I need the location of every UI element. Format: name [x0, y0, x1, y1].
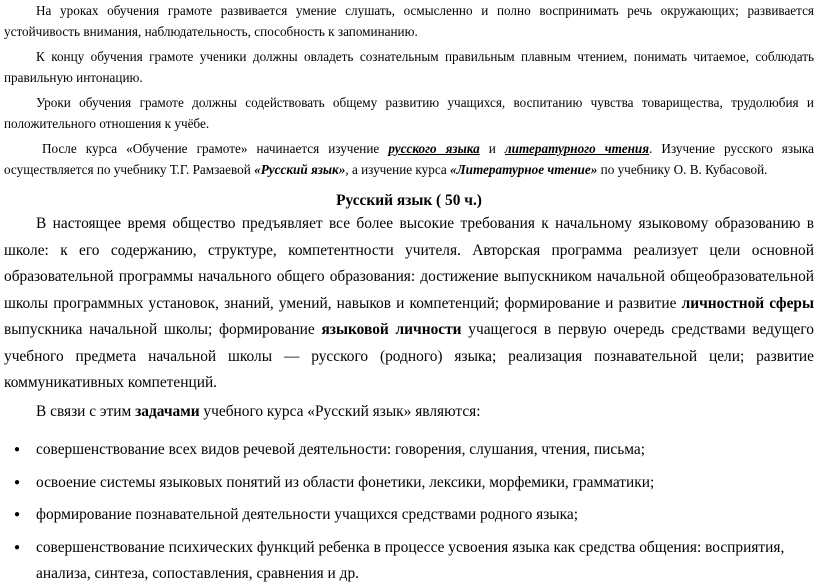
- paragraph-main: [4, 211, 814, 397]
- main-text-3: учащегося в первую очередь средствами ведущего учебного предмета начальной школы — русского (родного) языка; реализация познавательной цели; развитие коммуникативных компетенций.: [4, 321, 815, 391]
- list-item-text: формирование познавательной деятельности учащихся средствами родного языка;: [36, 506, 578, 523]
- list-item: [4, 502, 814, 529]
- tasks-list: [4, 437, 814, 588]
- paragraph-listening: На уроках обучения грамоте развивается умение слушать, осмысленно и полно воспринимать речь окружающих; развивается устойчивость внимания, наблюдательность, способность к запоминанию.: [4, 3, 814, 39]
- section-title: Русский язык ( 50 ч.): [336, 192, 482, 209]
- course-text-5: по учебнику О. В. Кубасовой.: [597, 162, 768, 177]
- paragraph-development: Уроки обучения грамоте должны содействовать общему развитию учащихся, воспитанию чувства товарищества, трудолюбия и положительного отношения к учёбе.: [4, 95, 814, 131]
- list-item-text: освоение системы языковых понятий из области фонетики, лексики, морфемики, грамматики;: [36, 473, 655, 491]
- paragraph-reading: К концу обучения грамоте ученики должны овладеть сознательным правильным плавным чтением, понимать читаемое, соблюдать правильную интонацию.: [4, 49, 814, 85]
- course-text-2: и: [479, 141, 505, 156]
- course-literary-reading: литературного чтения: [504, 141, 650, 156]
- main-personal-sphere: личностной сферы: [681, 294, 814, 312]
- main-text-2: выпускника начальной школы; формирование: [4, 321, 322, 338]
- course-russian-language: русского языка: [388, 141, 480, 156]
- list-item-text: совершенствование психических функций ребенка в процессе усвоения языка как средства общения: восприятия, анализа, синтеза, сопоставления, сравнения и др.: [36, 538, 785, 582]
- list-item: [4, 535, 814, 588]
- course-text-4: , а изучение курса: [345, 162, 450, 177]
- bullet-dot-icon: ●: [14, 476, 21, 488]
- tasks-text-1: В связи с этим: [36, 402, 136, 420]
- main-language-personality: языковой личности: [321, 321, 462, 338]
- course-text-1: После курса «Обучение грамоте» начинается изучение: [42, 141, 389, 156]
- bullet-dot-icon: ●: [14, 541, 21, 553]
- course-textbook-russian: «Русский язык»: [254, 162, 346, 177]
- bullet-dot-icon: ●: [14, 509, 21, 520]
- main-text-1: В настоящее время общество предъявляет все более высокие требования к начальному языковому образованию в школе: к его содержанию, структуре, компетентности учителя. Авторская программа реализует цели основной образовательной программы начального общего образования: достижение выпускником начальной общеобразовательной школы программных установок, знаний, умений, навыков и компетенций; формирование и развитие: [4, 215, 814, 312]
- list-item: [4, 437, 814, 464]
- paragraph-course: [4, 138, 814, 180]
- tasks-keyword: задачами: [135, 402, 200, 420]
- list-item-text: совершенствование всех видов речевой деятельности: говорения, слушания, чтения, письма;: [36, 441, 646, 458]
- list-item: [4, 470, 814, 497]
- tasks-text-2: учебного курса «Русский язык» являются:: [199, 402, 481, 420]
- course-textbook-literary: «Литературное чтение»: [450, 162, 598, 177]
- paragraph-tasks: [4, 399, 814, 426]
- course-text-3: . Изучение русского языка осуществляется по учебнику Т.Г. Рамзаевой: [4, 141, 814, 177]
- bullet-dot-icon: ●: [14, 444, 21, 455]
